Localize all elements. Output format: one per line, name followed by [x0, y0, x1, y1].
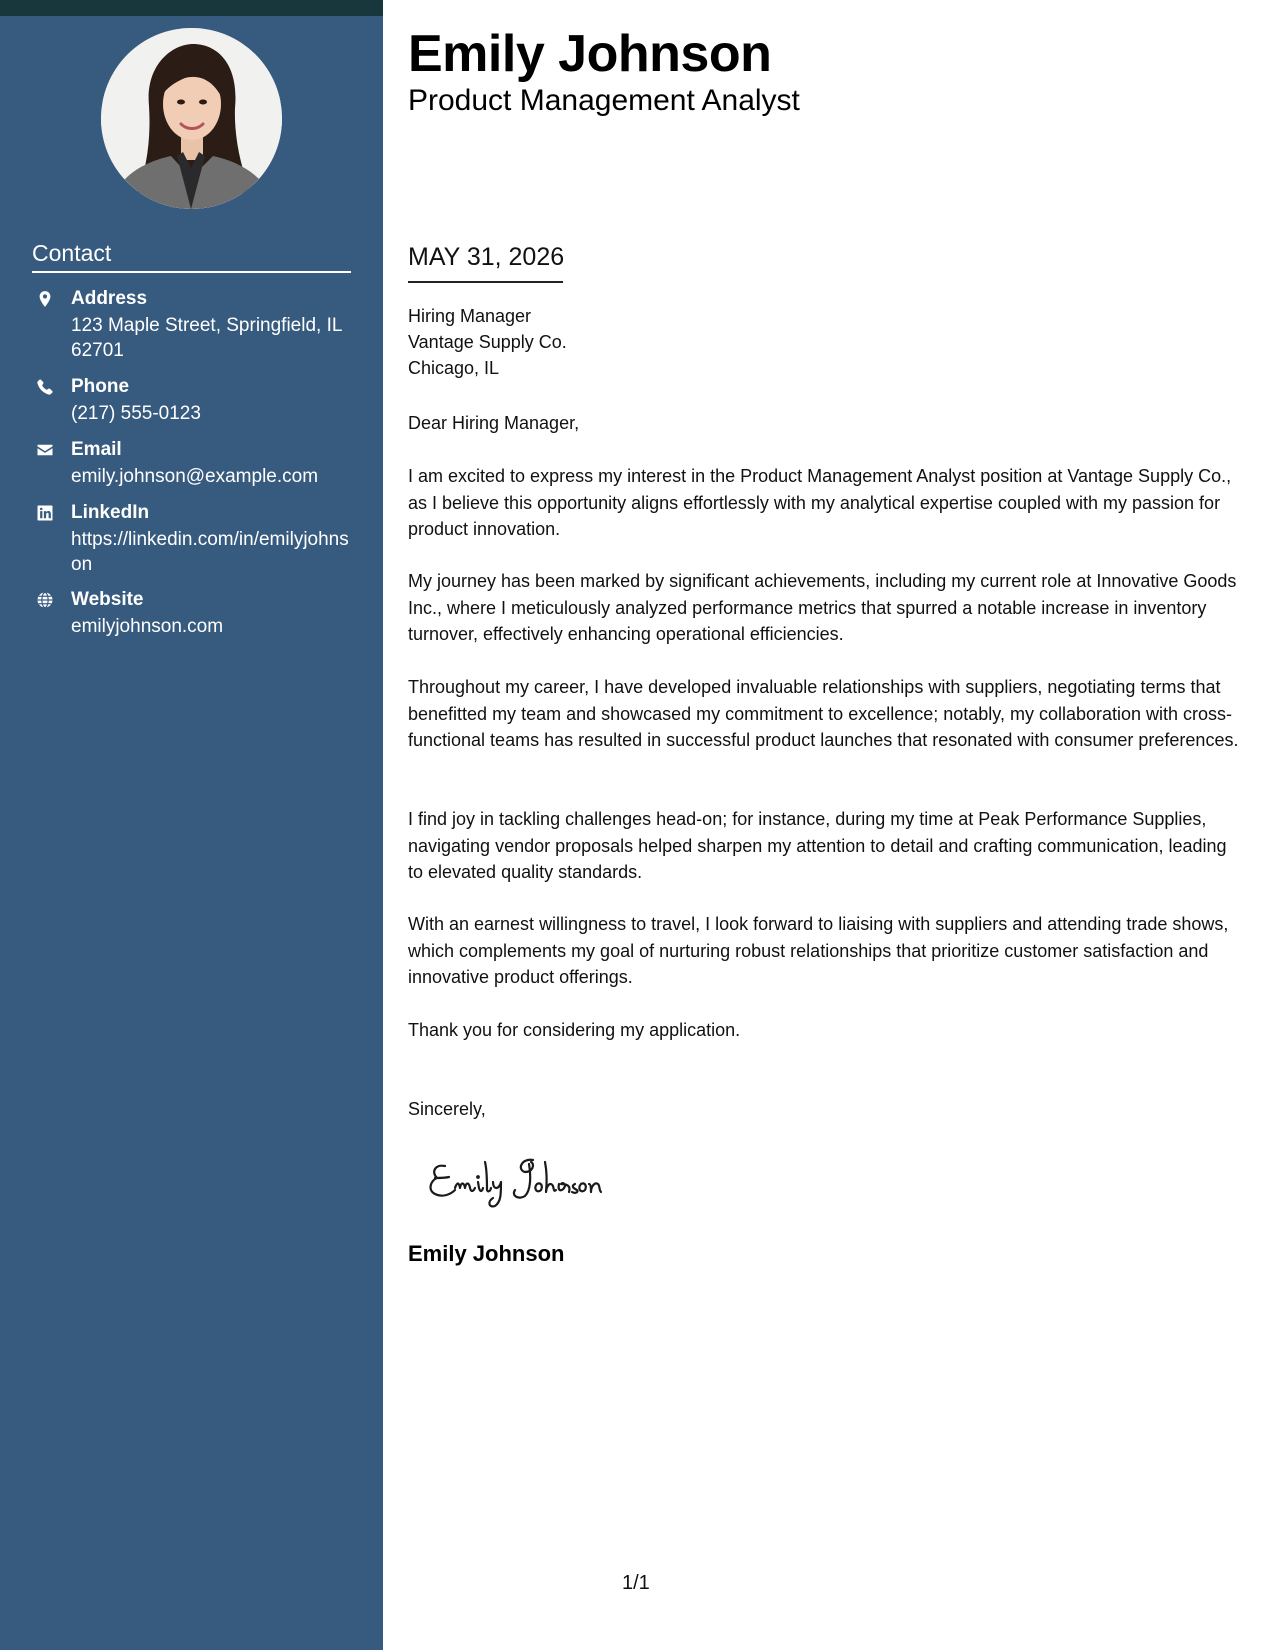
body-paragraph: My journey has been marked by significant achievements, including my current role at Innovative Goods Inc., where I meticulously analyzed performance metrics that spurred a notable increase in inventory turnover, effectively enhancing operational efficiencies.	[408, 571, 1237, 644]
linkedin-icon	[36, 504, 54, 522]
email-value[interactable]: emily.johnson@example.com	[71, 466, 319, 487]
signer-name: Emily Johnson	[408, 1241, 565, 1266]
contact-label: Phone	[71, 376, 130, 397]
salutation: Dear Hiring Manager,	[408, 413, 580, 433]
recipient-line: Chicago, IL	[408, 358, 500, 378]
valediction: Sincerely,	[408, 1099, 486, 1119]
website-value[interactable]: emilyjohnson.com	[71, 616, 224, 637]
body-paragraph: Throughout my career, I have developed invaluable relationships with suppliers, negotiating terms that benefitted my team and showcased my commitment to excellence; notably, my collaboration with cross-functional teams has resulted in successful product launches that resonated with consumer preferences.	[408, 677, 1239, 750]
phone-value: (217) 555-0123	[71, 403, 201, 424]
signature-image	[425, 1150, 655, 1210]
closing-line: Thank you for considering my application.	[408, 1020, 741, 1040]
contact-heading: Contact	[32, 240, 112, 266]
page-number: 1/1	[622, 1572, 650, 1594]
contact-label: Address	[71, 288, 148, 309]
contact-divider	[32, 271, 351, 273]
recipient-block	[408, 303, 567, 381]
candidate-name: Emily Johnson	[408, 25, 772, 83]
globe-icon	[36, 591, 54, 609]
letter-date: MAY 31, 2026	[408, 243, 565, 271]
map-pin-icon	[36, 290, 54, 308]
contact-label: LinkedIn	[71, 502, 150, 523]
recipient-line: Vantage Supply Co.	[408, 332, 567, 352]
sidebar-top-bar	[0, 0, 383, 16]
sidebar	[0, 0, 383, 1650]
body-paragraph: I am excited to express my interest in the Product Management Analyst position at Vantage Supply Co., as I believe this opportunity aligns effortlessly with my analytical expertise coupled with my passion for product innovation.	[408, 466, 1232, 539]
phone-icon	[36, 378, 54, 396]
recipient-line: Hiring Manager	[408, 306, 532, 326]
handwritten-signature	[425, 1150, 655, 1210]
address-value: 123 Maple Street, Springfield, IL 62701	[71, 315, 342, 361]
job-title: Product Management Analyst	[408, 84, 800, 117]
contact-label: Email	[71, 439, 122, 460]
portrait-image	[101, 28, 282, 209]
date-underline	[408, 281, 563, 283]
contact-label: Website	[71, 589, 144, 610]
linkedin-value[interactable]: https://linkedin.com/in/emilyjohnson	[71, 529, 349, 575]
avatar	[101, 28, 282, 209]
body-paragraph: I find joy in tackling challenges head-on; for instance, during my time at Peak Performance Supplies, navigating vendor proposals helped sharpen my attention to detail and crafting communication, leading to elevated quality standards.	[408, 809, 1227, 882]
envelope-icon	[36, 441, 54, 459]
body-paragraph: With an earnest willingness to travel, I look forward to liaising with suppliers and attending trade shows, which complements my goal of nurturing robust relationships that prioritize customer satisfaction and innovative product offerings.	[408, 914, 1229, 987]
